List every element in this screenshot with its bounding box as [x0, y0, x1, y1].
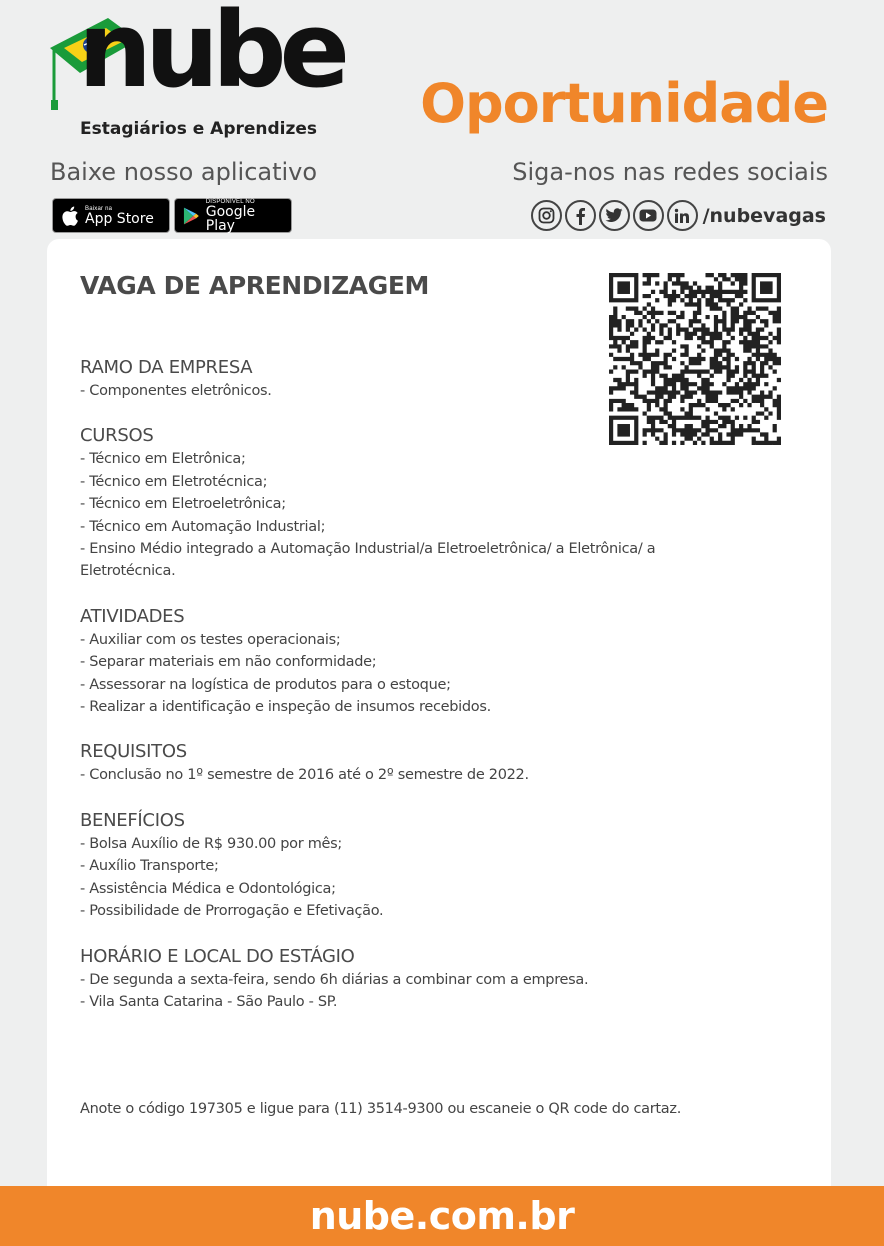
- section-line: Eletrotécnica.: [80, 563, 176, 580]
- section-line: - Técnico em Eletrônica;: [80, 451, 246, 468]
- instagram-icon[interactable]: [531, 200, 562, 231]
- section-line: - De segunda a sexta-feira, sendo 6h diárias a combinar com a empresa.: [80, 971, 589, 988]
- google-play-icon: [183, 206, 200, 226]
- section-line: - Componentes eletrônicos.: [80, 383, 272, 399]
- section-line: - Técnico em Eletrotécnica;: [80, 473, 268, 490]
- app-download-label: Baixe nosso aplicativo: [50, 158, 318, 186]
- section-line: - Técnico em Eletroeletrônica;: [80, 496, 286, 513]
- app-store-badge-label: App Store: [85, 210, 154, 227]
- section-benefits: [80, 809, 780, 923]
- section-line: - Assistência Médica e Odontológica;: [80, 880, 336, 897]
- logo-tagline: Estagiários e Aprendizes: [80, 119, 318, 139]
- section-heading: CURSOS: [80, 425, 154, 447]
- section-company-branch: [80, 356, 780, 402]
- apple-icon: [61, 205, 79, 227]
- store-badges: [52, 198, 292, 233]
- section-line: - Vila Santa Catarina - São Paulo - SP.: [80, 993, 338, 1010]
- section-heading: REQUISITOS: [80, 741, 187, 763]
- section-heading: ATIVIDADES: [80, 605, 185, 627]
- app-store-badge[interactable]: [52, 198, 170, 233]
- section-line: - Ensino Médio integrado a Automação Industrial/a Eletroeletrônica/ a Eletrônica/ a: [80, 541, 656, 558]
- job-title: VAGA DE APRENDIZAGEM: [80, 271, 430, 300]
- section-line: - Bolsa Auxílio de R$ 930.00 por mês;: [80, 835, 343, 852]
- google-play-badge[interactable]: [174, 198, 292, 233]
- website-link[interactable]: nube.com.br: [309, 1194, 575, 1238]
- twitter-icon[interactable]: [599, 200, 630, 231]
- section-line: - Realizar a identificação e inspeção de insumos recebidos.: [80, 699, 491, 716]
- section-heading: HORÁRIO E LOCAL DO ESTÁGIO: [80, 945, 355, 967]
- section-line: - Conclusão no 1º semestre de 2016 até o 2º semestre de 2022.: [80, 767, 529, 784]
- section-line: - Possibilidade de Prorrogação e Efetivação.: [80, 903, 384, 920]
- nube-logo[interactable]: [50, 0, 344, 143]
- logo-wordmark: nube: [78, 0, 344, 111]
- google-play-badge-label: Google Play: [205, 203, 256, 234]
- social-links: [531, 200, 826, 231]
- section-heading: BENEFÍCIOS: [80, 809, 185, 831]
- section-line: - Auxílio Transporte;: [80, 858, 219, 875]
- social-follow-label: Siga-nos nas redes sociais: [512, 158, 828, 186]
- section-requirements: [80, 740, 780, 786]
- section-line: - Auxiliar com os testes operacionais;: [80, 631, 341, 648]
- section-activities: [80, 605, 780, 719]
- footer-bar: [0, 1186, 884, 1246]
- job-card: [47, 239, 831, 1199]
- section-line: - Técnico em Automação Industrial;: [80, 518, 326, 535]
- social-handle[interactable]: /nubevagas: [702, 204, 826, 227]
- google-play-badge-small: DISPONÍVEL NO: [205, 198, 255, 205]
- headline: Oportunidade: [420, 72, 828, 135]
- job-details: [80, 356, 780, 1035]
- section-schedule-location: [80, 945, 780, 1014]
- section-heading: RAMO DA EMPRESA: [80, 357, 253, 378]
- linkedin-icon[interactable]: [667, 200, 698, 231]
- contact-note: Anote o código 197305 e ligue para (11) 3514-9300 ou escaneie o QR code do cartaz.: [80, 1101, 681, 1117]
- section-line: - Assessorar na logística de produtos para o estoque;: [80, 676, 451, 693]
- section-line: - Separar materiais em não conformidade;: [80, 654, 377, 671]
- facebook-icon[interactable]: [565, 200, 596, 231]
- youtube-icon[interactable]: [633, 200, 664, 231]
- section-courses: [80, 424, 780, 582]
- app-store-badge-small: Baixar na: [85, 205, 113, 212]
